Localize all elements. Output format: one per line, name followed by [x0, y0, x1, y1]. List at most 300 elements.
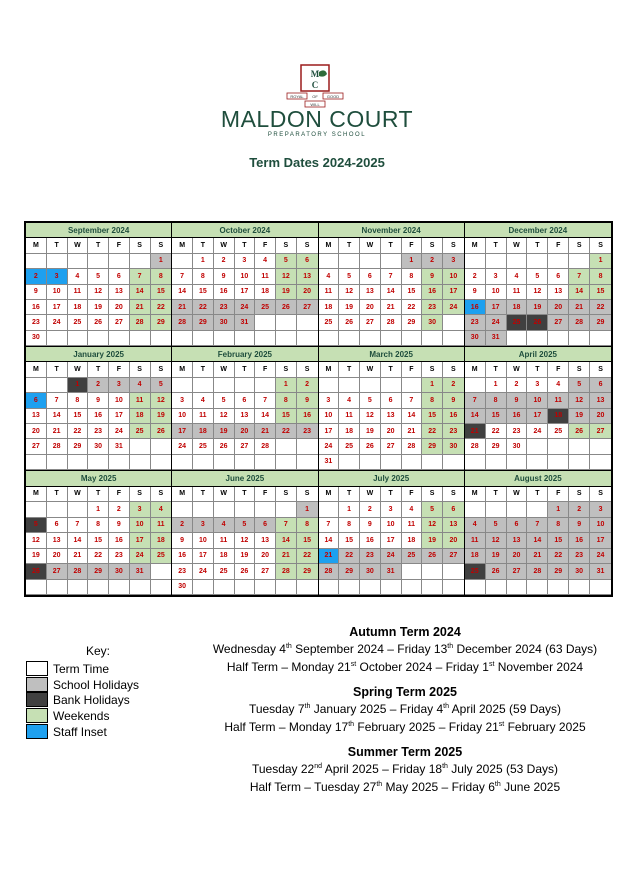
day-cell: 16	[214, 285, 235, 300]
empty-cell	[569, 254, 590, 269]
month-november-2024	[319, 223, 465, 347]
weekday-header: M	[465, 238, 486, 253]
day-cell: 14	[381, 285, 402, 300]
day-cell: 15	[151, 285, 172, 300]
day-cell: 2	[26, 269, 47, 284]
empty-cell	[26, 254, 47, 269]
day-cell: 11	[465, 533, 486, 549]
day-cell: 16	[569, 533, 590, 549]
spring-term	[200, 685, 610, 735]
day-cell: 7	[276, 518, 297, 534]
day-cell: 8	[68, 393, 89, 408]
day-cell: 24	[590, 549, 611, 565]
day-cell: 14	[68, 533, 89, 549]
empty-cell	[193, 455, 214, 470]
weekday-header: T	[381, 362, 402, 377]
day-cell: 22	[276, 424, 297, 439]
day-cell: 15	[276, 409, 297, 424]
month-september-2024	[26, 223, 172, 347]
day-cell: 27	[235, 439, 256, 454]
weekday-header: S	[422, 238, 443, 253]
day-cell: 4	[68, 269, 89, 284]
day-cell: 16	[443, 409, 464, 424]
day-cell: 18	[319, 300, 340, 315]
day-cell: 23	[422, 300, 443, 315]
day-cell: 22	[88, 549, 109, 565]
month-name: June 2025	[172, 471, 317, 487]
day-cell: 28	[172, 315, 193, 330]
empty-cell	[276, 315, 297, 330]
term-calendar	[24, 221, 613, 597]
day-cell: 5	[527, 269, 548, 284]
weekday-header: W	[214, 362, 235, 377]
day-cell: 18	[130, 409, 151, 424]
empty-cell	[527, 331, 548, 346]
day-cell: 9	[422, 269, 443, 284]
day-cell: 10	[193, 533, 214, 549]
weekday-header: T	[339, 487, 360, 503]
empty-cell	[507, 502, 528, 518]
day-cell: 6	[47, 518, 68, 534]
empty-cell	[527, 439, 548, 454]
day-cell: 1	[486, 378, 507, 393]
day-cell: 4	[130, 378, 151, 393]
day-cell: 11	[319, 285, 340, 300]
half-term-dates: Half Term – Monday 21st October 2024 – Friday 1st November 2024	[226, 660, 584, 674]
day-cell: 11	[130, 393, 151, 408]
day-cell: 27	[443, 549, 464, 565]
day-cell: 11	[151, 518, 172, 534]
weekday-header: S	[130, 238, 151, 253]
weekday-header: T	[47, 238, 68, 253]
day-cell: 30	[507, 439, 528, 454]
day-cell: 28	[130, 315, 151, 330]
empty-cell	[109, 331, 130, 346]
day-cell: 15	[297, 533, 318, 549]
day-cell: 24	[47, 315, 68, 330]
day-cell: 6	[360, 269, 381, 284]
day-cell: 25	[255, 300, 276, 315]
day-cell: 8	[276, 393, 297, 408]
weekday-header: S	[590, 238, 611, 253]
day-cell: 26	[276, 300, 297, 315]
empty-cell	[402, 455, 423, 470]
day-cell: 30	[88, 439, 109, 454]
day-cell: 30	[214, 315, 235, 330]
day-cell: 26	[151, 424, 172, 439]
day-cell: 27	[26, 439, 47, 454]
empty-cell	[402, 580, 423, 596]
weekday-header: T	[486, 362, 507, 377]
key-item-term-time	[26, 661, 206, 677]
day-cell: 20	[109, 300, 130, 315]
weekday-header: M	[319, 362, 340, 377]
day-cell: 26	[88, 315, 109, 330]
empty-cell	[193, 580, 214, 596]
day-cell: 17	[130, 533, 151, 549]
weekday-header: W	[214, 238, 235, 253]
weekday-header: F	[402, 487, 423, 503]
empty-cell	[443, 580, 464, 596]
empty-cell	[172, 378, 193, 393]
day-cell: 29	[193, 315, 214, 330]
empty-cell	[422, 331, 443, 346]
day-cell: 6	[507, 518, 528, 534]
day-cell: 19	[26, 549, 47, 565]
day-cell: 21	[527, 549, 548, 565]
day-cell: 10	[527, 393, 548, 408]
day-cell: 24	[130, 549, 151, 565]
weekday-header: T	[527, 487, 548, 503]
key-item-bank-holidays	[26, 692, 206, 708]
day-cell: 13	[590, 393, 611, 408]
day-cell: 11	[193, 409, 214, 424]
day-cell: 1	[422, 378, 443, 393]
day-cell: 26	[527, 315, 548, 330]
empty-cell	[68, 455, 89, 470]
empty-cell	[339, 254, 360, 269]
day-cell: 8	[422, 393, 443, 408]
day-cell: 2	[172, 518, 193, 534]
key-label: Weekends	[53, 709, 110, 723]
day-cell: 2	[360, 502, 381, 518]
day-cell: 27	[507, 564, 528, 580]
day-cell: 20	[26, 424, 47, 439]
weekday-header: S	[151, 238, 172, 253]
day-cell: 10	[443, 269, 464, 284]
term-name: Autumn Term 2024	[349, 625, 461, 639]
day-cell: 4	[465, 518, 486, 534]
day-cell: 26	[486, 564, 507, 580]
day-cell: 16	[422, 285, 443, 300]
empty-cell	[193, 378, 214, 393]
day-cell: 3	[590, 502, 611, 518]
weekday-header: S	[276, 487, 297, 503]
day-cell: 19	[486, 549, 507, 565]
empty-cell	[88, 455, 109, 470]
empty-cell	[381, 580, 402, 596]
empty-cell	[193, 502, 214, 518]
month-july-2025	[319, 471, 465, 595]
month-february-2025	[172, 347, 318, 471]
day-cell: 16	[26, 300, 47, 315]
day-cell: 8	[486, 393, 507, 408]
day-cell: 16	[297, 409, 318, 424]
empty-cell	[88, 331, 109, 346]
weekday-header: S	[569, 238, 590, 253]
day-cell: 26	[339, 315, 360, 330]
day-cell: 12	[527, 285, 548, 300]
day-cell: 25	[339, 439, 360, 454]
day-cell: 20	[443, 533, 464, 549]
empty-cell	[339, 455, 360, 470]
day-cell: 6	[590, 378, 611, 393]
day-cell: 21	[47, 424, 68, 439]
day-cell: 18	[68, 300, 89, 315]
key-swatch	[26, 677, 48, 692]
empty-cell	[68, 331, 89, 346]
day-cell: 25	[151, 549, 172, 565]
day-cell: 1	[548, 502, 569, 518]
day-cell: 7	[172, 269, 193, 284]
weekday-header: S	[130, 362, 151, 377]
logo-letter-c: C	[311, 80, 319, 90]
half-term-dates: Half Term – Tuesday 27th May 2025 – Friday 6th June 2025	[249, 780, 561, 794]
day-cell: 30	[422, 315, 443, 330]
day-cell: 16	[465, 300, 486, 315]
day-cell: 1	[297, 502, 318, 518]
day-cell: 16	[88, 409, 109, 424]
empty-cell	[548, 455, 569, 470]
day-cell: 3	[109, 378, 130, 393]
day-cell: 2	[297, 378, 318, 393]
empty-cell	[507, 455, 528, 470]
day-cell: 23	[569, 549, 590, 565]
day-cell: 6	[297, 254, 318, 269]
day-cell: 4	[548, 378, 569, 393]
empty-cell	[590, 439, 611, 454]
weekday-header: M	[465, 487, 486, 503]
day-cell: 17	[527, 409, 548, 424]
weekday-header: S	[130, 487, 151, 503]
day-cell: 1	[276, 378, 297, 393]
day-cell: 3	[193, 518, 214, 534]
weekday-header: M	[319, 487, 340, 503]
key-label: Term Time	[53, 662, 110, 676]
empty-cell	[255, 315, 276, 330]
day-cell: 25	[465, 564, 486, 580]
weekday-header: S	[569, 362, 590, 377]
day-cell: 13	[507, 533, 528, 549]
day-cell: 28	[465, 439, 486, 454]
day-cell: 13	[109, 285, 130, 300]
empty-cell	[255, 580, 276, 596]
weekday-header: W	[360, 238, 381, 253]
empty-cell	[360, 580, 381, 596]
empty-cell	[276, 502, 297, 518]
day-cell: 24	[172, 439, 193, 454]
day-cell: 11	[255, 269, 276, 284]
month-name: July 2025	[319, 471, 464, 487]
day-cell: 13	[47, 533, 68, 549]
day-cell: 12	[214, 409, 235, 424]
day-cell: 15	[339, 533, 360, 549]
empty-cell	[590, 455, 611, 470]
day-cell: 11	[507, 285, 528, 300]
weekday-header: S	[443, 487, 464, 503]
day-cell: 27	[255, 564, 276, 580]
day-cell: 4	[255, 254, 276, 269]
empty-cell	[548, 254, 569, 269]
day-cell: 3	[381, 502, 402, 518]
day-cell: 30	[443, 439, 464, 454]
month-may-2025	[26, 471, 172, 595]
day-cell: 24	[443, 300, 464, 315]
day-cell: 10	[319, 409, 340, 424]
day-cell: 23	[465, 315, 486, 330]
day-cell: 24	[193, 564, 214, 580]
day-cell: 6	[255, 518, 276, 534]
day-cell: 28	[381, 315, 402, 330]
empty-cell	[47, 254, 68, 269]
weekday-header: F	[402, 362, 423, 377]
day-cell: 14	[172, 285, 193, 300]
day-cell: 6	[443, 502, 464, 518]
day-cell: 27	[297, 300, 318, 315]
logo-scroll-middle: OF	[312, 94, 318, 99]
day-cell: 29	[88, 564, 109, 580]
month-name: December 2024	[465, 223, 611, 238]
weekday-header: S	[297, 238, 318, 253]
page-title: Term Dates 2024-2025	[249, 155, 385, 170]
day-cell: 28	[255, 439, 276, 454]
day-cell: 21	[381, 300, 402, 315]
empty-cell	[548, 439, 569, 454]
month-name: November 2024	[319, 223, 464, 238]
day-cell: 25	[68, 315, 89, 330]
day-cell: 1	[88, 502, 109, 518]
day-cell: 22	[590, 300, 611, 315]
day-cell: 6	[26, 393, 47, 408]
empty-cell	[68, 254, 89, 269]
day-cell: 7	[465, 393, 486, 408]
day-cell: 3	[130, 502, 151, 518]
weekday-header: F	[402, 238, 423, 253]
weekday-header: T	[193, 362, 214, 377]
empty-cell	[486, 502, 507, 518]
weekday-header: M	[465, 362, 486, 377]
weekday-header: T	[527, 238, 548, 253]
weekday-header: S	[443, 362, 464, 377]
day-cell: 31	[130, 564, 151, 580]
day-cell: 5	[235, 518, 256, 534]
day-cell: 12	[360, 409, 381, 424]
day-cell: 19	[214, 424, 235, 439]
weekday-header: T	[486, 238, 507, 253]
day-cell: 12	[88, 285, 109, 300]
day-cell: 9	[507, 393, 528, 408]
day-cell: 14	[569, 285, 590, 300]
logo-scroll-bottom: WILL	[310, 102, 320, 107]
day-cell: 2	[88, 378, 109, 393]
day-cell: 22	[193, 300, 214, 315]
day-cell: 17	[193, 549, 214, 565]
day-cell: 23	[26, 315, 47, 330]
day-cell: 28	[276, 564, 297, 580]
day-cell: 18	[193, 424, 214, 439]
day-cell: 5	[214, 393, 235, 408]
day-cell: 21	[276, 549, 297, 565]
day-cell: 3	[172, 393, 193, 408]
day-cell: 14	[255, 409, 276, 424]
day-cell: 14	[527, 533, 548, 549]
empty-cell	[151, 580, 172, 596]
weekday-header: S	[422, 487, 443, 503]
day-cell: 28	[569, 315, 590, 330]
empty-cell	[548, 331, 569, 346]
day-cell: 1	[402, 254, 423, 269]
day-cell: 22	[297, 549, 318, 565]
empty-cell	[130, 580, 151, 596]
day-cell: 30	[465, 331, 486, 346]
day-cell: 19	[339, 300, 360, 315]
day-cell: 5	[339, 269, 360, 284]
day-cell: 10	[130, 518, 151, 534]
empty-cell	[193, 331, 214, 346]
key-label: Bank Holidays	[53, 693, 130, 707]
day-cell: 18	[151, 533, 172, 549]
day-cell: 18	[339, 424, 360, 439]
empty-cell	[109, 254, 130, 269]
empty-cell	[214, 331, 235, 346]
weekday-header: S	[297, 487, 318, 503]
day-cell: 17	[235, 285, 256, 300]
day-cell: 9	[109, 518, 130, 534]
day-cell: 23	[172, 564, 193, 580]
term-dates: Tuesday 22nd April 2025 – Friday 18th July 2025 (53 Days)	[251, 762, 559, 776]
key-swatch	[26, 708, 48, 723]
empty-cell	[47, 580, 68, 596]
day-cell: 26	[214, 439, 235, 454]
month-name: March 2025	[319, 347, 464, 362]
weekday-header: T	[193, 238, 214, 253]
empty-cell	[88, 580, 109, 596]
day-cell: 19	[527, 300, 548, 315]
weekday-header: M	[172, 362, 193, 377]
day-cell: 31	[590, 564, 611, 580]
day-cell: 3	[47, 269, 68, 284]
day-cell: 12	[276, 269, 297, 284]
day-cell: 18	[465, 549, 486, 565]
day-cell: 18	[214, 549, 235, 565]
day-cell: 19	[88, 300, 109, 315]
empty-cell	[109, 455, 130, 470]
weekday-header: M	[172, 238, 193, 253]
day-cell: 29	[548, 564, 569, 580]
day-cell: 23	[507, 424, 528, 439]
empty-cell	[235, 502, 256, 518]
empty-cell	[255, 502, 276, 518]
empty-cell	[527, 455, 548, 470]
weekday-header: T	[486, 487, 507, 503]
weekday-header: W	[507, 487, 528, 503]
day-cell: 21	[465, 424, 486, 439]
key-swatch	[26, 692, 48, 707]
empty-cell	[486, 580, 507, 596]
day-cell: 21	[255, 424, 276, 439]
day-cell: 22	[68, 424, 89, 439]
day-cell: 13	[255, 533, 276, 549]
empty-cell	[235, 378, 256, 393]
month-january-2025	[26, 347, 172, 471]
empty-cell	[422, 564, 443, 580]
day-cell: 3	[486, 269, 507, 284]
weekday-header: T	[381, 238, 402, 253]
day-cell: 16	[172, 549, 193, 565]
empty-cell	[151, 331, 172, 346]
day-cell: 19	[422, 533, 443, 549]
empty-cell	[235, 580, 256, 596]
day-cell: 21	[68, 549, 89, 565]
day-cell: 27	[360, 315, 381, 330]
weekday-header: M	[26, 238, 47, 253]
empty-cell	[68, 580, 89, 596]
day-cell: 25	[507, 315, 528, 330]
empty-cell	[319, 331, 340, 346]
empty-cell	[47, 378, 68, 393]
day-cell: 18	[548, 409, 569, 424]
empty-cell	[360, 254, 381, 269]
